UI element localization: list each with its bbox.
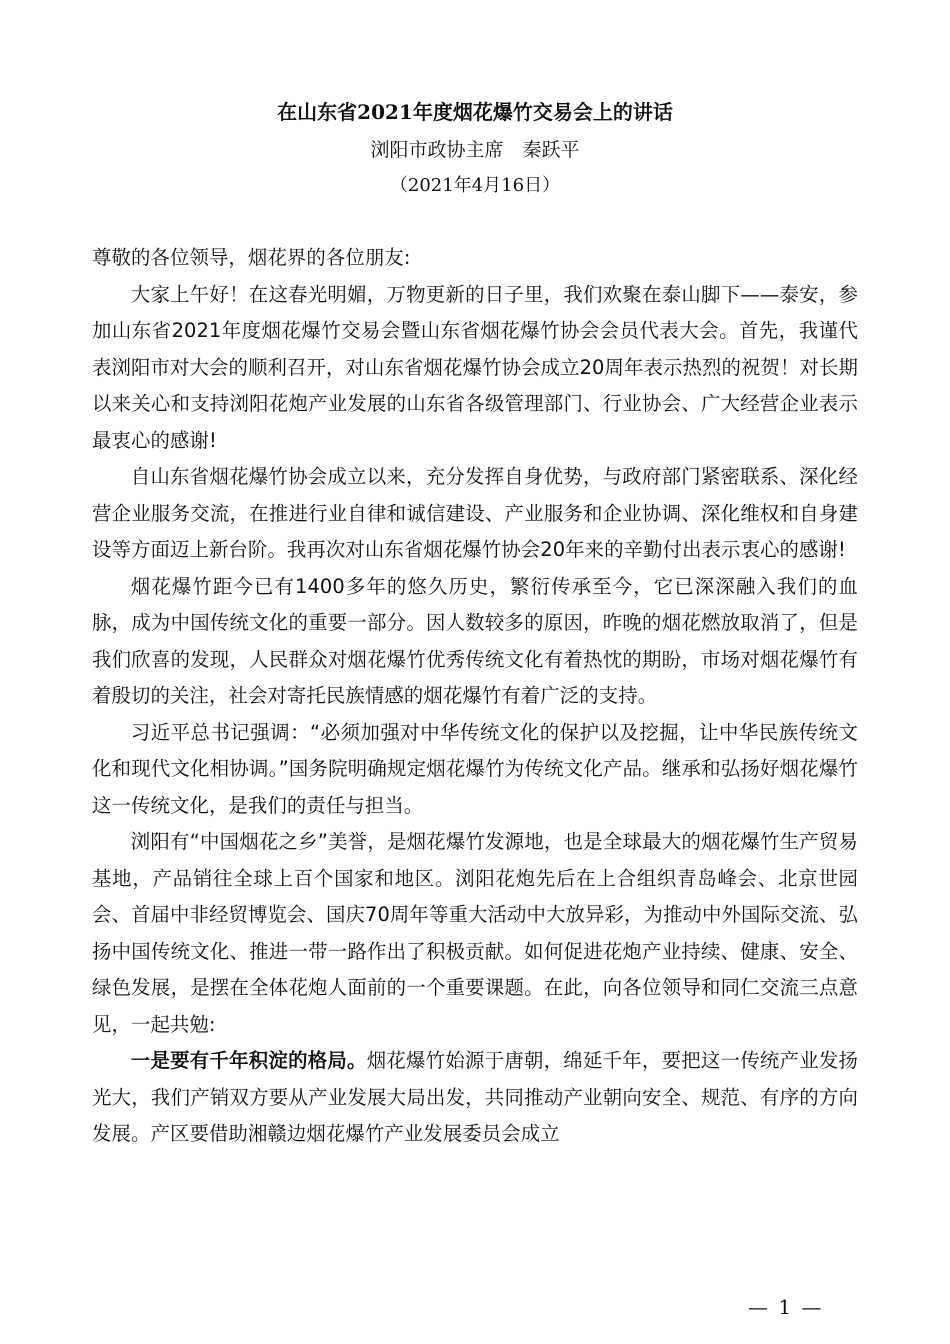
page-number: — 1 — xyxy=(748,1295,824,1319)
paragraph-4: 习近平总书记强调：“必须加强对中华传统文化的保护以及挖掘，让中华民族传统文化和现代文化相协调。”国务院明确规定烟花爆竹为传统文化产品。继承和弘扬好烟花爆竹这一传统文化，是我们的责任与担当。 xyxy=(92,720,858,817)
paragraph-2: 自山东省烟花爆竹协会成立以来，充分发挥自身优势，与政府部门紧密联系、深化经营企业服务交流，在推进行业自律和诚信建设、产业服务和企业协调、深化维权和自身建设等方面迈上新台阶。我再次对山东省烟花爆竹协会20年来的辛勤付出表示衷心的感谢! xyxy=(92,465,858,561)
document-title: 在山东省2021年度烟花爆竹交易会上的讲话 xyxy=(277,100,673,124)
paragraph-5: 浏阳有“中国烟花之乡”美誉，是烟花爆竹发源地，也是全球最大的烟花爆竹生产贸易基地，产品销往全球上百个国家和地区。浏阳花炮先后在上合组织青岛峰会、北京世园会、首届中非经贸博览会、国庆70周年等重大活动中大放异彩，为推动中外国际交流、弘扬中国传统文化、推进一带一路作出了积极贡献。如何促进花炮产业持续、健康、安全、绿色发展，是摆在全体花炮人面前的一个重要课题。在此，向各位领导和同仁交流三点意见，一起共勉: xyxy=(92,830,858,1036)
paragraph-6-lead: 一是要有千年积淀的格局。 xyxy=(130,1049,367,1072)
speech-date: （2021年4月16日） xyxy=(389,175,561,196)
paragraph-3: 烟花爆竹距今已有1400多年的悠久历史，繁衍传承至今，它已深深融入我们的血脉，成为中国传统文化的重要一部分。因人数较多的原因，昨晚的烟花燃放取消了，但是我们欣喜的发现，人民群众对烟花爆竹优秀传统文化有着热忱的期盼，市场对烟花爆竹有着殷切的关注，社会对寄托民族情感的烟花爆竹有着广泛的支持。 xyxy=(92,574,858,707)
paragraph-6-text: 烟花爆竹始源于唐朝，绵延千年，要把这一传统产业发扬光大，我们产销双方要从产业发展大局出发，共同推动产业朝向安全、规范、有序的方向发展。产区要借助湘赣边烟花爆竹产业发展委员会成立 xyxy=(92,1049,858,1145)
speaker-line: 浏阳市政协主席 秦跃平 xyxy=(370,139,580,161)
paragraph-6 xyxy=(92,1043,858,1153)
salutation: 尊敬的各位领导，烟花界的各位朋友: xyxy=(92,246,411,269)
paragraph-1: 大家上午好！在这春光明媚，万物更新的日子里，我们欢聚在泰山脚下——泰安，参加山东省2021年度烟花爆竹交易会暨山东省烟花爆竹协会会员代表大会。首先，我谨代表浏阳市对大会的顺利召开，对山东省烟花爆竹协会成立20周年表示热烈的祝贺！对长期以来关心和支持浏阳花炮产业发展的山东省各级管理部门、行业协会、广大经营企业表示最衷心的感谢! xyxy=(92,282,858,452)
speech-body xyxy=(92,240,858,1153)
